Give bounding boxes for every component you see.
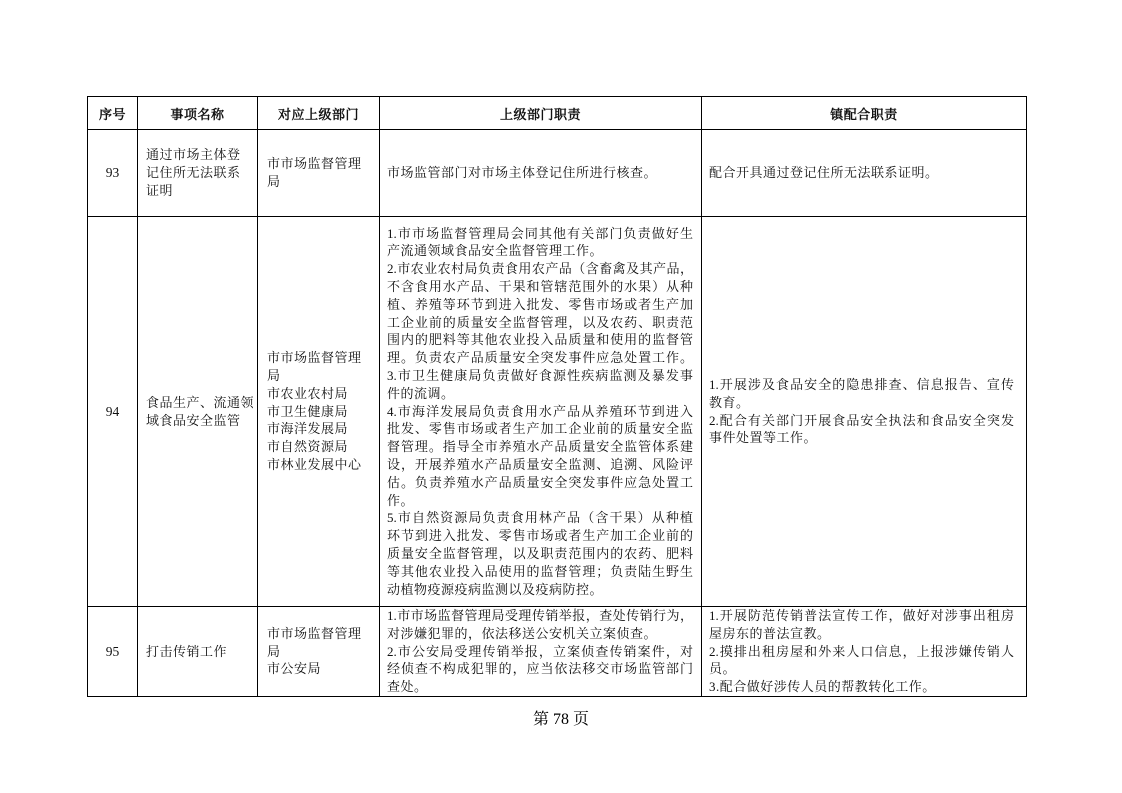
text-line: 经侦查不构成犯罪的，应当依法移交市场监管部门 xyxy=(387,661,693,677)
text-line: 批发、零售市场或者生产加工企业前的质量安全监 xyxy=(387,421,693,437)
table-header-row xyxy=(88,97,1027,130)
cell-town-duties xyxy=(702,217,1027,607)
text-line: 局 xyxy=(267,643,281,659)
header-superior-duties: 上级部门职责 xyxy=(380,97,702,130)
text-line: 督管理。指导全市养殖水产品质量安全监管体系建 xyxy=(387,439,693,455)
text-line: 市农业农村局 xyxy=(267,385,349,401)
text-line: 设，开展养殖水产品质量安全监测、追溯、风险评 xyxy=(387,456,693,472)
text-line: 工企业前的质量安全监督管理，以及农药、职责范 xyxy=(387,314,693,330)
cell-town-duties xyxy=(702,607,1027,697)
text-line: 市海洋发展局 xyxy=(267,421,349,437)
text-line: 教育。 xyxy=(709,394,750,410)
cell-superior-dept xyxy=(258,607,380,697)
cell-superior-duties xyxy=(380,130,702,217)
cell-item-name xyxy=(138,217,258,607)
text-line: 2.市公安局受理传销举报，立案侦查传销案件，对 xyxy=(387,643,693,659)
text-line: 1.开展防范传销普法宣传工作，做好对涉事出租房 xyxy=(709,608,1014,623)
text-line: 环节到进入批发、零售市场或者生产加工企业前的 xyxy=(387,528,693,544)
cell-item-name xyxy=(138,130,258,217)
text-line: 市市场监督管理 xyxy=(267,350,362,366)
cell-superior-dept xyxy=(258,130,380,217)
text-line: 查处。 xyxy=(387,679,428,695)
page-number: 第 78 页 xyxy=(532,711,589,728)
text-line: 食品生产、流通领 xyxy=(146,394,255,410)
cell-superior-dept xyxy=(258,217,380,607)
text-line: 局 xyxy=(267,368,281,383)
responsibility-table xyxy=(87,96,1027,697)
text-line: 市卫生健康局 xyxy=(267,403,349,419)
text-line: 2.市农业农村局负责食用农产品（含畜禽及其产品， xyxy=(387,261,693,277)
cell-superior-duties xyxy=(380,217,702,607)
text-line: 估。负责养殖水产品质量安全突发事件应急处置工 xyxy=(387,474,693,490)
cell-index: 95 xyxy=(88,607,138,697)
header-town-duties: 镇配合职责 xyxy=(702,97,1027,130)
text-line: 记住所无法联系 xyxy=(146,165,241,181)
cell-item-name xyxy=(138,607,258,697)
text-line: 3.市卫生健康局负责做好食源性疾病监测及暴发事 xyxy=(387,368,693,383)
text-line: 员。 xyxy=(709,661,737,677)
text-line: 证明 xyxy=(146,182,174,198)
cell-town-duties xyxy=(702,130,1027,217)
cell-index: 94 xyxy=(88,217,138,607)
text-line: 1.市市场监督管理局受理传销举报，查处传销行为， xyxy=(387,608,693,623)
header-index: 序号 xyxy=(88,97,138,130)
text-line: 围内的肥料等其他农业投入品质量和使用的监督管 xyxy=(387,332,693,348)
text-line: 市市场监督管理 xyxy=(267,625,362,641)
text-line: 市公安局 xyxy=(267,661,322,677)
text-line: 理。负责农产品质量安全突发事件应急处置工作。 xyxy=(387,350,693,366)
text-line: 市林业发展中心 xyxy=(267,456,362,472)
text-line: 市市场监督管理 xyxy=(267,156,362,172)
text-line: 2.摸排出租房屋和外来人口信息，上报涉嫌传销人 xyxy=(709,643,1014,659)
text-line: 植、养殖等环节到进入批发、零售市场或者生产加 xyxy=(387,296,693,312)
text-line: 打击传销工作 xyxy=(146,643,228,659)
table-row xyxy=(88,130,1027,217)
text-line: 1.开展涉及食品安全的隐患排查、信息报告、宣传 xyxy=(709,376,1014,392)
text-line: 质量安全监督管理，以及职责范围内的农药、肥料 xyxy=(387,545,693,561)
text-line: 事件处置等工作。 xyxy=(709,430,818,446)
text-line: 市自然资源局 xyxy=(267,439,349,455)
text-line: 屋房东的普法宣教。 xyxy=(709,625,831,641)
text-line: 不含食用水产品、干果和管辖范围外的水果）从种 xyxy=(387,279,693,295)
text-line: 1.市市场监督管理局会同其他有关部门负责做好生 xyxy=(387,225,693,241)
header-item-name: 事项名称 xyxy=(138,97,258,130)
text-line: 对涉嫌犯罪的，依法移送公安机关立案侦查。 xyxy=(387,625,658,641)
text-line: 产流通领域食品安全监督管理工作。 xyxy=(387,243,604,259)
text-line: 配合开具通过登记住所无法联系证明。 xyxy=(709,165,939,181)
text-line: 等其他农业投入品使用的监督管理；负责陆生野生 xyxy=(387,563,693,579)
text-line: 市场监管部门对市场主体登记住所进行核查。 xyxy=(387,165,658,181)
cell-superior-duties xyxy=(380,607,702,697)
text-line: 域食品安全监管 xyxy=(146,412,241,428)
text-line: 3.配合做好涉传人员的帮教转化工作。 xyxy=(709,679,936,695)
text-line: 4.市海洋发展局负责食用水产品从养殖环节到进入 xyxy=(387,403,693,419)
text-line: 件的流调。 xyxy=(387,385,455,401)
text-line: 2.配合有关部门开展食品安全执法和食品安全突发 xyxy=(709,412,1014,428)
text-line: 通过市场主体登 xyxy=(146,147,241,163)
header-superior-dept: 对应上级部门 xyxy=(258,97,380,130)
table-row xyxy=(88,607,1027,697)
text-line: 5.市自然资源局负责食用林产品（含干果）从种植 xyxy=(387,510,693,526)
cell-index: 93 xyxy=(88,130,138,217)
table-row xyxy=(88,217,1027,607)
text-line: 局 xyxy=(267,174,281,189)
text-line: 动植物疫源疫病监测以及疫病防控。 xyxy=(387,581,604,597)
text-line: 作。 xyxy=(387,492,415,508)
